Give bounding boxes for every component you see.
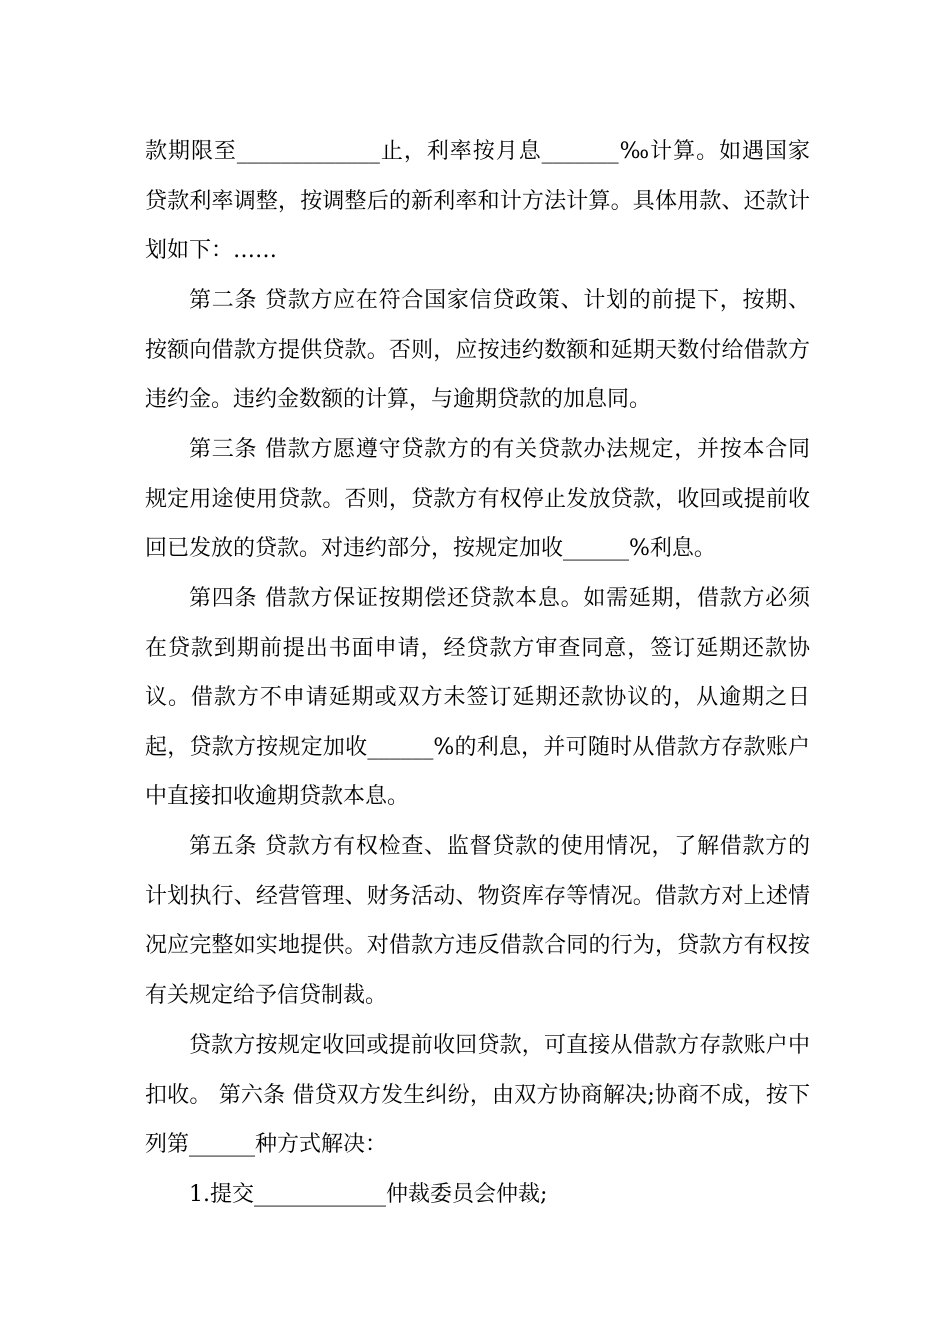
paragraph-article-4: 第四条 借款方保证按期偿还贷款本息。如需延期，借款方必须在贷款到期前提出书面申请，经贷款方审查同意，签订延期还款协议。借款方不申请延期或双方未签订延期还款协议的，从逾期之日起，贷款方按规定加收______%的利息，并可随时从借款方存款账户中直接扣收逾期贷款本息。 [145,586,810,809]
paragraph-arbitration-option: 1.提交____________仲裁委员会仲裁; [189,1182,548,1207]
paragraph-article-6: 贷款方按规定收回或提前收回贷款，可直接从借款方存款账户中扣收。 第六条 借贷双方发生纠纷，由双方协商解决;协商不成，按下列第______种方式解决： [145,1033,810,1157]
paragraph-loan-term: 款期限至_____________止，利率按月息_______‰计算。如遇国家贷款利率调整，按调整后的新利率和计方法计算。具体用款、还款计划如下：…… [145,139,810,263]
paragraph-article-2: 第二条 贷款方应在符合国家信贷政策、计划的前提下，按期、按额向借款方提供贷款。否则，应按违约数额和延期天数付给借款方违约金。违约金数额的计算，与逾期贷款的加息同。 [145,288,810,412]
paragraph-article-3: 第三条 借款方愿遵守贷款方的有关贷款办法规定，并按本合同规定用途使用贷款。否则，贷款方有权停止发放贷款，收回或提前收回已发放的贷款。对违约部分，按规定加收______%利息。 [145,437,810,561]
paragraph-article-5: 第五条 贷款方有权检查、监督贷款的使用情况，了解借款方的计划执行、经营管理、财务活动、物资库存等情况。借款方对上述情况应完整如实地提供。对借款方违反借款合同的行为，贷款方有权按有关规定给予信贷制裁。 [145,834,810,1008]
